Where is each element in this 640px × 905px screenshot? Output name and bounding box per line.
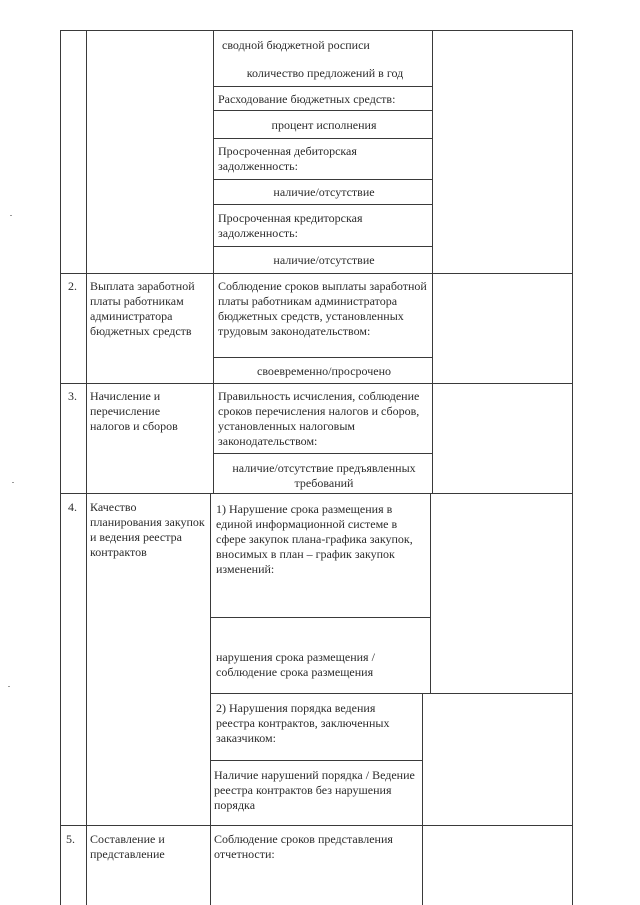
cell-divider (210, 617, 430, 618)
criterion-text: 1) Нарушение срока размещения в единой информационной системе в сфере закупок плана-графика закупок, вносимых в план – график закупок изменений: (216, 502, 413, 576)
row-name: Начисление и перечисление налогов и сборов (90, 389, 178, 433)
column-divider-name (210, 493, 211, 905)
cell-divider (210, 693, 572, 694)
row-border (60, 493, 572, 494)
row-number: 3. (68, 389, 77, 403)
cell-divider (213, 179, 432, 180)
criterion-text: Просроченная дебиторская задолженность: (218, 144, 357, 173)
cell-divider (213, 357, 432, 358)
row-border (60, 825, 572, 826)
cell-divider (213, 204, 432, 205)
criterion-text: Расходование бюджетных средств: (218, 92, 396, 106)
criterion-text: сводной бюджетной росписи (222, 38, 370, 52)
criterion-text: 2) Нарушения порядка ведения реестра контрактов, заключенных заказчиком: (216, 701, 390, 745)
row-number: 4. (68, 500, 77, 514)
criterion-text: Соблюдение сроков выплаты заработной платы работникам администратора бюджетных средств, установленных трудовым законодательством: (218, 279, 427, 338)
criterion-text: наличие/отсутствие (273, 185, 375, 199)
cell-divider (213, 86, 432, 87)
cell-divider (213, 138, 432, 139)
row-border (60, 383, 572, 384)
cell-divider (213, 453, 432, 454)
cell-divider (210, 760, 422, 761)
row-name: Составление и представление (90, 832, 165, 861)
criterion-text: Соблюдение сроков представления отчетности: (214, 832, 393, 861)
row-number: 5. (66, 832, 75, 846)
table-border-right (572, 30, 573, 905)
row-name: Выплата заработной платы работникам администратора бюджетных средств (90, 279, 195, 338)
criterion-text: Правильность исчисления, соблюдение сроков перечисления налогов и сборов, установленных налоговым законодательством: (218, 389, 420, 448)
scan-speck (12, 482, 14, 483)
row-border-top (60, 30, 572, 31)
cell-divider (213, 246, 432, 247)
criterion-text: количество предложений в год (246, 66, 404, 80)
column-divider-criteria (422, 693, 423, 905)
scan-speck (10, 215, 12, 216)
row-border (60, 273, 572, 274)
criterion-text: наличие/отсутствие предъявленных требований (232, 461, 416, 490)
criterion-text: Наличие нарушений порядка / Ведение реестра контрактов без нарушения порядка (214, 768, 415, 812)
table-border-left (60, 30, 61, 905)
cell-divider (213, 110, 432, 111)
criterion-text: своевременно/просрочено (257, 364, 391, 378)
row-number: 2. (68, 279, 77, 293)
column-divider-criteria (432, 30, 433, 493)
column-divider-number (86, 30, 87, 905)
criterion-text: наличие/отсутствие (273, 253, 375, 267)
criterion-text: нарушения срока размещения / соблюдение срока размещения (216, 650, 375, 679)
row-name: Качество планирования закупок и ведения реестра контрактов (90, 500, 205, 559)
criterion-text: Просроченная кредиторская задолженность: (218, 211, 363, 240)
column-divider-name (213, 30, 214, 493)
scan-speck (8, 686, 10, 687)
criterion-text: процент исполнения (271, 118, 377, 132)
column-divider-criteria (430, 493, 431, 693)
